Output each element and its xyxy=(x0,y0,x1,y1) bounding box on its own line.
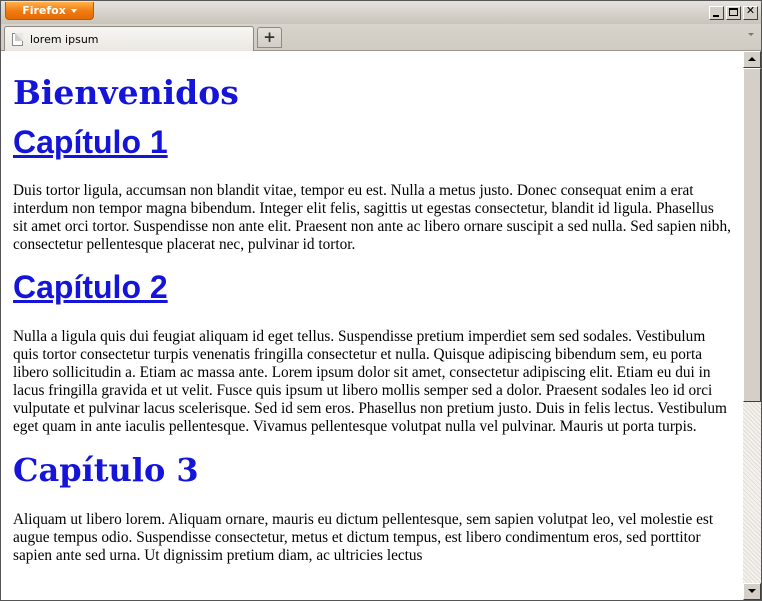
chapter-2-link[interactable]: Capítulo 2 xyxy=(13,269,168,305)
minimize-icon xyxy=(713,15,719,17)
arrow-up-icon xyxy=(748,57,756,61)
window-controls xyxy=(709,6,758,20)
title-bar xyxy=(1,1,761,24)
chapter-2-paragraph: Nulla a ligula quis dui feugiat aliquam id eget tellus. Suspendisse pretium imperdiet sem sed sodales. Vestibulum quis tortor consectetur turpis venenatis fringilla consectetur et nulla. Quisque adipiscing bibendum sem, eu porta libero sollicitudin a. Etiam ac massa ante. Lorem ipsum dolor sit amet, consectetur adipiscing elit. Etiam eu dui in lacus fringilla gravida et ut velit. Fusce quis ipsum ut libero mollis semper sed a dolor. Praesent sodales leo id orci vulputate et pulvinar lacus scelerisque. Sed id sem eros. Phasellus non pretium justo. Duis in felis lectus. Vestibulum eget quam in ante iaculis pellentesque. Vivamus pellentesque volutpat nulla vel pulvinar. Mauris ut porta turpis. xyxy=(13,328,727,435)
arrow-down-icon xyxy=(748,589,756,593)
chapter-1-heading xyxy=(13,124,731,160)
firefox-menu-button[interactable] xyxy=(5,2,94,20)
chapter-2-heading xyxy=(13,269,731,305)
scrollbar-thumb[interactable] xyxy=(743,68,761,402)
chapter-3-heading: Capítulo 3 xyxy=(13,451,199,489)
chapter-1-link[interactable]: Capítulo 1 xyxy=(13,124,168,160)
maximize-icon xyxy=(729,8,738,16)
chapter-1-paragraph: Duis tortor ligula, accumsan non blandit vitae, tempor eu est. Nulla a metus justo. Donec consequat enim a erat interdum non tempor magna bibendum. Integer elit felis, sagittis ut egestas consectetur, blandit id ligula. Phasellus sit amet orci tortor. Suspendisse non ante elit. Praesent non ante ac libero ornare suscipit a sed nulla. Sed sapien nibh, consectetur pellentesque placerat nec, pulvinar id tortor. xyxy=(13,182,731,253)
chapter-3-paragraph: Aliquam ut libero lorem. Aliquam ornare, mauris eu dictum pellentesque, sem sapien volutpat leo, vel molestie est augue tempus odio. Suspendisse consectetur, metus et dictum tempus, est libero condimentum eros, sed porttitor sapien ante sed urna. Ut dignissim pretium diam, ac ultricies lectus xyxy=(13,511,714,564)
tab-strip xyxy=(1,24,761,51)
dropdown-caret-icon xyxy=(71,9,77,13)
firefox-menu-label: Firefox xyxy=(22,4,66,17)
list-all-tabs-icon[interactable] xyxy=(748,33,754,36)
minimize-button[interactable] xyxy=(709,6,724,20)
tab-title: lorem ipsum xyxy=(30,32,99,46)
page-content xyxy=(1,51,743,600)
scroll-down-button[interactable] xyxy=(743,583,761,600)
tab-lorem-ipsum[interactable] xyxy=(4,26,254,51)
close-window-button[interactable] xyxy=(743,6,758,20)
new-tab-button[interactable]: + xyxy=(257,27,282,48)
vertical-scrollbar[interactable] xyxy=(743,51,761,600)
maximize-button[interactable] xyxy=(726,6,741,20)
close-icon: ✕ xyxy=(745,4,756,17)
page-title: Bienvenidos xyxy=(13,73,239,112)
scroll-up-button[interactable] xyxy=(743,51,761,68)
page-icon xyxy=(12,33,23,46)
